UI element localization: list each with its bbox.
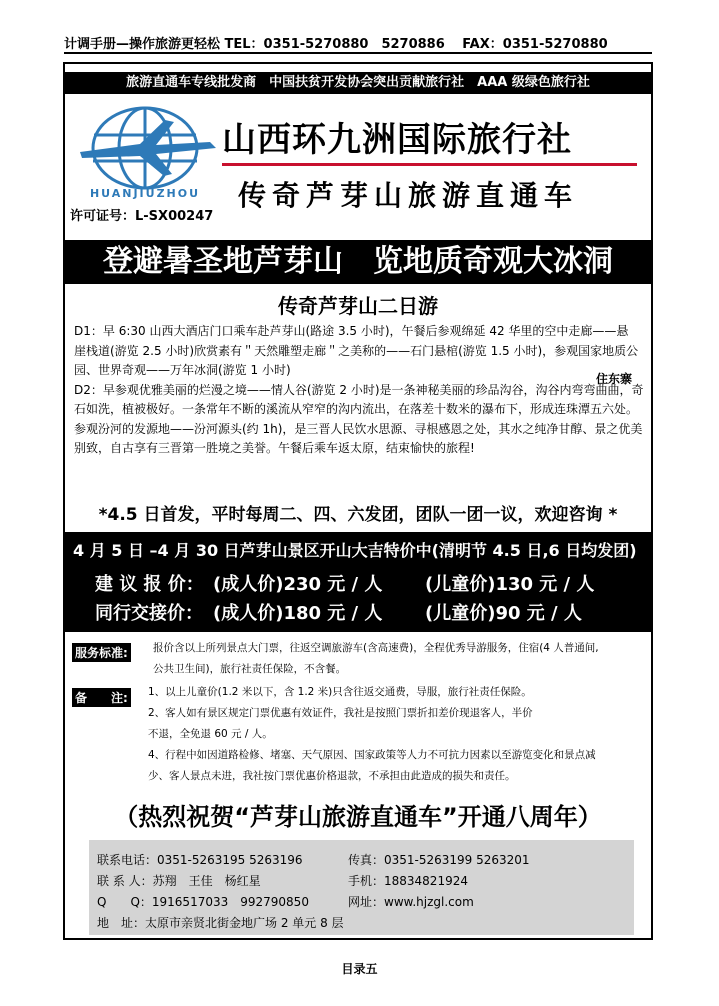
contact-address: 地 址：太原市亲贤北街金地广场 2 单元 8 层 bbox=[97, 916, 344, 930]
logo-text: HUANJIUZHOU bbox=[89, 187, 201, 200]
suggested-adult-price: (成人价)230 元 / 人 bbox=[213, 574, 383, 595]
header-text: 计调手册—操作旅游更轻松 TEL：0351-5270880 5270886 FAX：0351-5270880 bbox=[64, 37, 608, 52]
service-line-2: 公共卫生间)，旅行社责任保险，不含餐。 bbox=[153, 663, 347, 675]
license-number: 许可证号：L-SX00247 bbox=[70, 209, 214, 224]
top-bar: 旅游直通车专线批发商 中国扶贫开发协会突出贡献旅行社 AAA 级绿色旅行社 bbox=[65, 72, 651, 94]
company-tagline: 传奇芦芽山旅游直通车 bbox=[238, 179, 579, 212]
remarks-line-3: 不退，全免退 60 元 / 人。 bbox=[148, 728, 273, 740]
suggested-price-row bbox=[95, 570, 595, 596]
tour-title: 传奇芦芽山二日游 bbox=[278, 294, 438, 318]
remarks-line-5: 少、客人景点未进，我社按门票优惠价格退款，不承担由此造成的损失和责任。 bbox=[148, 770, 516, 782]
contact-fax: 传真：0351-5263199 5263201 bbox=[348, 853, 530, 867]
trade-adult-price: (成人价)180 元 / 人 bbox=[213, 603, 383, 624]
trade-price-label: 同行交接价： bbox=[95, 603, 203, 624]
price-headline: 4 月 5 日 –4 月 30 日芦芽山景区开山大吉特价中(清明节 4.5 日,6 日均发团) bbox=[73, 541, 637, 560]
suggested-child-price: (儿童价)130 元 / 人 bbox=[425, 574, 595, 595]
accent-rule bbox=[222, 163, 637, 166]
contact-mobile: 手机：18834821924 bbox=[348, 874, 468, 888]
contact-qq: Q Q：1916517033 992790850 bbox=[97, 895, 309, 909]
day1-lodging: 住东寨 bbox=[596, 372, 633, 386]
remarks-line-2: 2、客人如有景区规定门票优惠有效证件，我社是按照门票折扣差价现退客人，半价 bbox=[148, 707, 533, 719]
suggested-price-label: 建 议 报 价： bbox=[95, 574, 204, 595]
company-logo bbox=[70, 100, 220, 200]
contact-person: 联 系 人：苏翔 王佳 杨红星 bbox=[97, 874, 261, 888]
trade-child-price: (儿童价)90 元 / 人 bbox=[425, 603, 582, 624]
price-box bbox=[65, 532, 651, 632]
itinerary-day1: D1：早 6:30 山西大酒店门口乘车赴芦芽山(路途 3.5 小时)，午餐后参观绵延 42 华里的空中走廊——悬崖栈道(游览 2.5 小时)欣赏素有＂天然雕塑走廊＂之美称的——石门悬棺(游览 1.5 小时)，参观国家地质公园、世界奇观——万年冰洞(游览 1 小时) bbox=[74, 324, 639, 377]
company-name: 山西环九洲国际旅行社 bbox=[222, 120, 572, 160]
itinerary bbox=[74, 322, 644, 459]
header-rule bbox=[64, 52, 652, 54]
remarks-label: 备 注: bbox=[72, 688, 131, 707]
itinerary-day2: D2：早参观优雅美丽的烂漫之境——情人谷(游览 2 小时)是一条神秘美丽的珍品沟谷，沟谷内弯弯曲曲，奇石如洗，植被极好。一条常年不断的溪流从窄窄的沟内流出，在落差十数米的瀑布下，形成连珠潭五六处。参观汾河的发源地——汾河源头(约 1h)，是三晋人民饮水思源、寻根感恩之处，其水之纯净甘醇、景之优美别致，自古享有三晋第一胜境之美誉。午餐后乘车返太原，结束愉快的旅程! bbox=[74, 382, 644, 455]
contact-website[interactable]: 网址：www.hjzgl.com bbox=[348, 895, 474, 909]
anniversary-slogan: （热烈祝贺“芦芽山旅游直通车”开通八周年） bbox=[114, 803, 602, 831]
remarks-line-1: 1、以上儿童价(1.2 米以下，含 1.2 米)只含往返交通费，导服，旅行社责任保险。 bbox=[148, 686, 532, 698]
headline-banner: 登避暑圣地芦芽山 览地质奇观大冰洞 bbox=[65, 240, 651, 284]
service-line-1: 报价含以上所列景点大门票，往返空调旅游车(含高速费)，全程优秀导游服务，住宿(4 人普通间, bbox=[153, 642, 599, 654]
page-number: 目录五 bbox=[341, 962, 378, 976]
remarks-text bbox=[148, 682, 648, 787]
globe-airplane-icon bbox=[70, 100, 220, 200]
departure-notice: *4.5 日首发，平时每周二、四、六发团，团队一团一议，欢迎咨询 * bbox=[98, 505, 618, 525]
service-label: 服务标准: bbox=[72, 643, 131, 662]
remarks-line-4: 4、行程中如因道路检修、堵塞、天气原因、国家政策等人力不可抗力因素以至游览变化和景点减 bbox=[148, 749, 596, 761]
trade-price-row bbox=[95, 599, 582, 625]
service-text bbox=[153, 638, 648, 680]
contact-phone: 联系电话：0351-5263195 5263196 bbox=[97, 853, 303, 867]
contact-box bbox=[89, 840, 634, 935]
